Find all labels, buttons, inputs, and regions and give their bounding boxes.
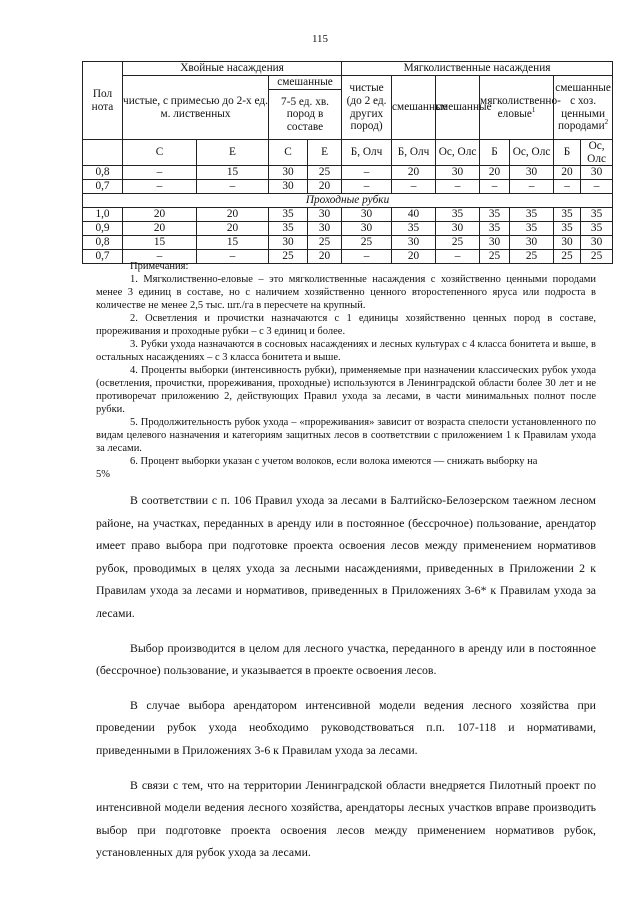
table-cell: 25 [436, 236, 480, 250]
table-cell: 30 [269, 166, 308, 180]
species-cell: Е [197, 140, 269, 166]
table-cell: 30 [308, 222, 342, 236]
table-cell: 25 [308, 236, 342, 250]
section-row [83, 194, 613, 208]
table-cell: 15 [197, 166, 269, 180]
soft-mixed1-header: смешанные [392, 76, 436, 140]
table-cell: 35 [554, 208, 581, 222]
table-cell: 20 [480, 166, 510, 180]
table-cell: 20 [197, 222, 269, 236]
table-cell: – [480, 180, 510, 194]
polnota-cell: 0,7 [83, 250, 123, 264]
page-number: 115 [311, 33, 329, 45]
species-cell: С [123, 140, 197, 166]
table-cell: 35 [480, 222, 510, 236]
table-row [83, 222, 613, 236]
table-row [83, 208, 613, 222]
table-cell: – [436, 180, 480, 194]
table-cell: 30 [480, 236, 510, 250]
table-cell: 20 [554, 166, 581, 180]
conif-pure-header: чистые, с примесью до 2-х ед. м. лиственных [123, 76, 269, 140]
table-cell: 35 [510, 208, 554, 222]
note-item: 4. Проценты выборки (интенсивность рубки), применяемые при назначении классических рубок ухода (осветления, прочистки, прореживания, проходные) используются в Ленинградской области более 30 лет и не противоречат приложению 2, действующих Правил ухода за лесами, в части минимальных полнот после рубки. [96, 365, 596, 415]
table-cell: 25 [581, 250, 613, 264]
table-cell: 15 [123, 236, 197, 250]
body-paragraph: В связи с тем, что на территории Ленинградской области внедряется Пилотный проект по интенсивной модели ведения лесного хозяйства, арендаторы лесных участков вправе производить выбор при подготовке проекта освоения лесов между применением нормативов рубок, установленных для рубок ухода за лесами. [96, 777, 596, 860]
table-cell: 35 [480, 208, 510, 222]
species-cell: Ос, Олс [581, 140, 613, 166]
notes-list [96, 273, 596, 468]
species-row [83, 140, 613, 166]
table-row [83, 166, 613, 180]
note-item: 3. Рубки ухода назначаются в сосновых насаждениях и лесных культурах с 4 класса бонитета и выше, в остальных насаждениях – с 3 класса бонитета и выше. [96, 339, 596, 363]
table-cell: – [123, 250, 197, 264]
species-cell: Б [554, 140, 581, 166]
conif-mixed-header: смешанные [269, 76, 342, 90]
table-cell: 35 [581, 208, 613, 222]
note-item: 1. Мягколиственно-еловые – это мягколиственные насаждения с хозяйственно ценными породами менее 3 единиц в составе, но с наличием хозяйственно ценного второстепенного яруса или подроста в количестве не менее 2,5 тыс. шт./га в пересчете на крупный. [96, 274, 596, 311]
polnota-cell: 0,8 [83, 236, 123, 250]
species-cell: Б, Олч [392, 140, 436, 166]
table-cell: 30 [308, 208, 342, 222]
table-cell: 30 [510, 166, 554, 180]
table-cell: 20 [392, 250, 436, 264]
table-cell: 35 [581, 222, 613, 236]
table-cell: 35 [510, 222, 554, 236]
table-cell: – [342, 166, 392, 180]
table-cell: 40 [392, 208, 436, 222]
table-cell: 20 [308, 250, 342, 264]
table-cell: 20 [308, 180, 342, 194]
table-cell: 30 [342, 208, 392, 222]
table-cell: 25 [480, 250, 510, 264]
polnota-cell: 0,7 [83, 180, 123, 194]
soft-classic-header: мягколиственно-еловые$^1$ [480, 76, 554, 140]
table-body-a [83, 166, 613, 194]
table-cell: – [342, 180, 392, 194]
notes-tail: 5% [96, 469, 110, 480]
polnota-cell: 0,8 [83, 166, 123, 180]
table-body-b [83, 208, 613, 264]
table-cell: 30 [436, 166, 480, 180]
soft-pure-header: чистые (до 2 ед. других пород) [342, 76, 392, 140]
table-cell: 30 [581, 236, 613, 250]
body-paragraph: В соответствии с п. 106 Правил ухода за лесами в Балтийско-Белозерском таежном лесном районе, на участках, переданных в аренду или в постоянное (бессрочное) пользование, арендатор имеет право выбора при подготовке проекта освоения лесов между применением нормативов рубок, проводимых в целях ухода за лесными насаждениями, приведенных в Приложении 2 к Правилам ухода за лесами и нормативов, приведенных в Приложениях 3-6* к Правилам ухода за лесами. [96, 493, 596, 620]
species-cell-empty [83, 140, 123, 166]
species-cell: Е [308, 140, 342, 166]
table-cell: – [123, 180, 197, 194]
table-cell: – [342, 250, 392, 264]
table-cell: 35 [269, 222, 308, 236]
table-cell: 30 [510, 236, 554, 250]
species-cell: Ос, Олс [436, 140, 480, 166]
table-cell: 30 [554, 236, 581, 250]
species-cell: Б, Олч [342, 140, 392, 166]
table-cell: 20 [123, 222, 197, 236]
polnota-cell: 0,9 [83, 222, 123, 236]
thinning-norms-table [82, 61, 613, 264]
table-cell: 15 [197, 236, 269, 250]
table-cell: 20 [123, 208, 197, 222]
species-cell: С [269, 140, 308, 166]
table-cell: 30 [342, 222, 392, 236]
notes-title: Примечания: [130, 261, 189, 272]
table-cell: – [581, 180, 613, 194]
body-paragraph: Выбор производится в целом для лесного участка, переданного в аренду или в постоянное (бессрочное) пользование, и указывается в проекте освоения лесов. [96, 640, 596, 678]
table-cell: – [197, 250, 269, 264]
conif-mixed-sub-header: 7-5 ед. хв. пород в составе [269, 90, 342, 140]
softwood-group-header: Мягколиственные насаждения [342, 62, 613, 76]
table-row [83, 180, 613, 194]
polnota-header: Пол нота [83, 62, 123, 140]
table-cell: 25 [554, 250, 581, 264]
body-text [96, 489, 596, 876]
table-cell: 30 [436, 222, 480, 236]
table-cell: 30 [269, 236, 308, 250]
table-cell: 20 [392, 166, 436, 180]
table-cell: 25 [269, 250, 308, 264]
table-cell: 25 [342, 236, 392, 250]
soft-mixed2-header: смешанные [436, 76, 480, 140]
table-row [83, 236, 613, 250]
soft-valuable-header: смешанные с хоз. ценными породами$^2$ [554, 76, 613, 140]
table-cell: 35 [436, 208, 480, 222]
body-paragraph: В случае выбора арендатором интенсивной модели ведения лесного хозяйства при проведении рубок ухода необходимо руководствоваться п.п. 107-118 и нормативами, приведенными в Приложениях 3-6 к Правилам ухода за лесами. [96, 697, 596, 757]
species-cell: Б [480, 140, 510, 166]
table-cell: 35 [554, 222, 581, 236]
coniferous-group-header: Хвойные насаждения [123, 62, 342, 76]
table-cell: – [510, 180, 554, 194]
table-cell: 35 [269, 208, 308, 222]
table-cell: 30 [392, 236, 436, 250]
table-cell: 25 [308, 166, 342, 180]
table-cell: 20 [197, 208, 269, 222]
table-cell: – [436, 250, 480, 264]
table-cell: 25 [510, 250, 554, 264]
notes [96, 260, 596, 481]
table-cell: 30 [269, 180, 308, 194]
note-item: 6. Процент выборки указан с учетом волоков, если волока имеются — снижать выборку на [130, 456, 538, 467]
table-cell: – [123, 166, 197, 180]
table-cell: 30 [581, 166, 613, 180]
table-cell: – [392, 180, 436, 194]
table-cell: 35 [392, 222, 436, 236]
polnota-cell: 1,0 [83, 208, 123, 222]
table-cell: – [197, 180, 269, 194]
table-cell: – [554, 180, 581, 194]
section-title: Проходные рубки [83, 194, 613, 208]
species-cell: Ос, Олс [510, 140, 554, 166]
note-item: 2. Осветления и прочистки назначаются с 1 единицы хозяйственно ценных пород в составе, прореживания и проходные рубки – с 3 единиц и более. [96, 313, 596, 337]
note-item: 5. Продолжительность рубок ухода – «прореживания» зависит от возраста спелости установленного по видам целевого назначения и категориям защитных лесов в соответствии с приложением 1 к Правилам ухода за лесами. [96, 417, 596, 454]
